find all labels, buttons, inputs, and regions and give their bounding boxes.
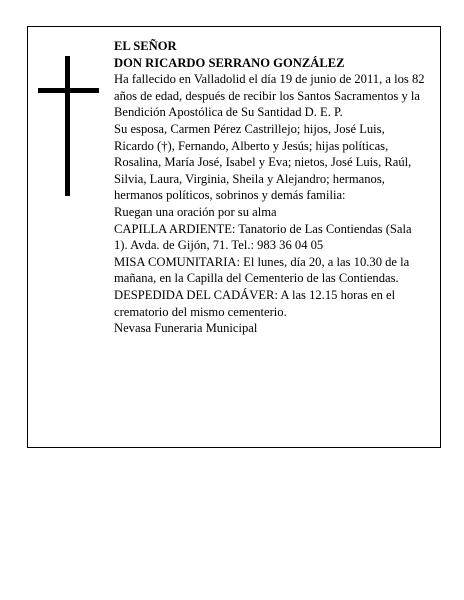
death-info-paragraph: Ha fallecido en Valladolid el día 19 de junio de 2011, a los 82 años de edad, después de recibir los Santos Sacramentos y la Bendición Apostólica de Su Santidad D. E. P. xyxy=(114,72,425,120)
prayer-request: Ruegan una oración por su alma xyxy=(114,204,277,219)
family-paragraph: Su esposa, Carmen Pérez Castrillejo; hijos, José Luis, Ricardo (†), Fernando, Alberto y Jesús; hijas políticas, Rosalina, María José, Isabel y Eva; nietos, José Luis, Raúl, Silvia, Laura, Virginia, Sheila y Alejandro; hermanos, hermanos políticos, sobrinos y demás familia: xyxy=(114,121,412,203)
obituary-text xyxy=(114,38,426,337)
farewell-info: DESPEDIDA DEL CADÁVER: A las 12.15 horas en el crematorio del mismo cementerio. xyxy=(114,287,396,319)
chapel-info: CAPILLA ARDIENTE: Tanatorio de Las Contiendas (Sala 1). Avda. de Gijón, 71. Tel.: 983 36 04 05 xyxy=(114,221,412,253)
cross-icon xyxy=(38,56,99,196)
notice-title-line1: EL SEÑOR xyxy=(114,39,177,53)
mass-info: MISA COMUNITARIA: El lunes, día 20, a las 10.30 de la mañana, en la Capilla del Cementerio de las Contiendas. xyxy=(114,254,410,286)
deceased-name: DON RICARDO SERRANO GONZÁLEZ xyxy=(114,55,345,70)
cross-vertical-bar xyxy=(65,56,70,196)
cross-horizontal-bar xyxy=(38,88,99,93)
funeral-home: Nevasa Funeraria Municipal xyxy=(114,321,258,336)
